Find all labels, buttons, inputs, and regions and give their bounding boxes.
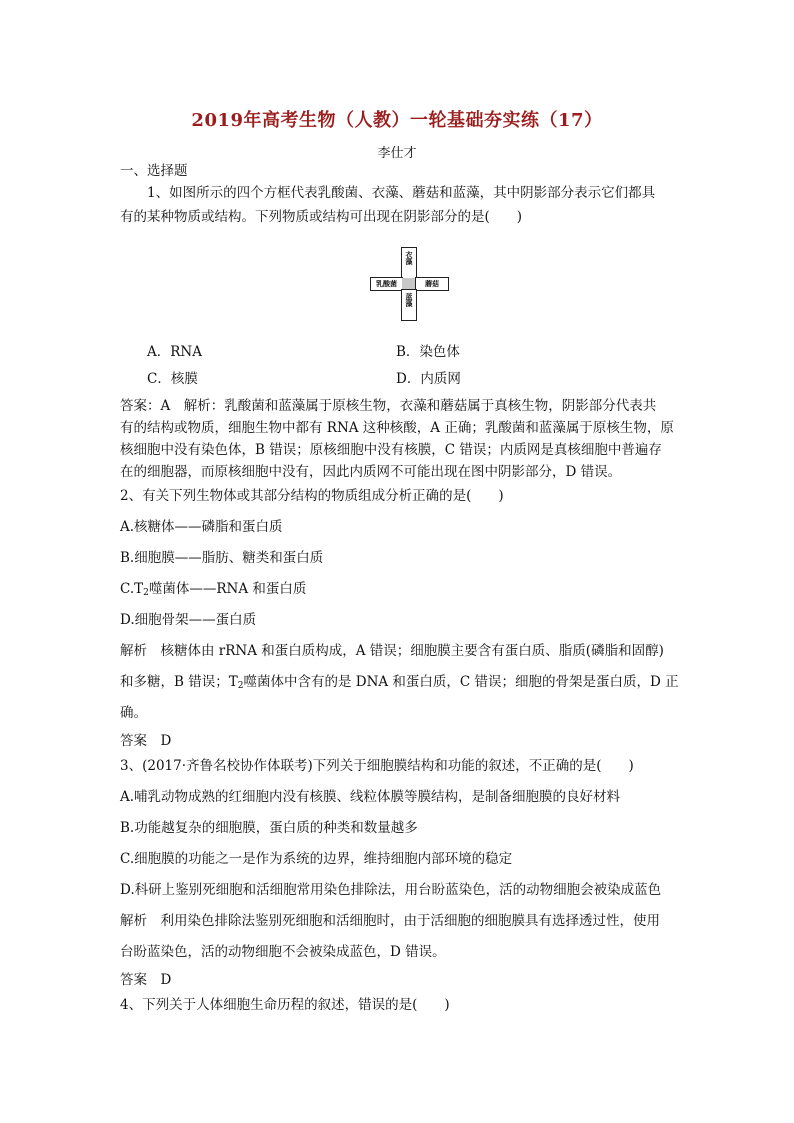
q2-option-a: A.核糖体——磷脂和蛋白质: [120, 519, 283, 535]
q4-stem: 4、下列关于人体细胞生命历程的叙述，错误的是( ): [120, 997, 450, 1013]
q1-stem-line1: 1、如图所示的四个方框代表乳酸菌、衣藻、蘑菇和蓝藻，其中阴影部分表示它们都具: [147, 185, 656, 201]
q2-option-b: B.细胞膜——脂肪、糖类和蛋白质: [120, 550, 324, 566]
diagram-box-top: [401, 247, 417, 279]
q1-answer-line4: 在的细胞器，而原核细胞中没有，因此内质网不可能出现在图中阴影部分，D 错误。: [120, 464, 622, 480]
q1-option-d: D．内质网: [396, 371, 461, 387]
q1-answer-line3: 核细胞中没有染色体，B 错误；原核细胞中没有核膜，C 错误；内质网是真核细胞中普遍存: [120, 442, 662, 458]
q2-analysis-line2-prefix: 和多糖，B 错误；T: [120, 674, 238, 690]
q3-analysis-line2: 台盼蓝染色，活的动物细胞不会被染成蓝色，D 错误。: [120, 944, 446, 960]
q2-analysis-line3: 确。: [120, 705, 147, 721]
q2-option-c-prefix: C.T: [120, 581, 144, 597]
q2-analysis-line1: 解析 核糖体由 rRNA 和蛋白质构成，A 错误；细胞膜主要含有蛋白质、脂质(磷脂和固醇): [120, 643, 664, 659]
q1-answer-line2: 有的结构或物质，细胞生物中都有 RNA 这种核酸，A 正确；乳酸菌和蓝藻属于原核生物，原: [120, 420, 674, 436]
q1-cross-diagram: [370, 247, 448, 321]
q1-option-a: A．RNA: [147, 344, 202, 360]
q3-stem: 3、(2017·齐鲁名校协作体联考)下列关于细胞膜结构和功能的叙述，不正确的是( ): [120, 758, 634, 774]
q2-answer: 答案 D: [120, 733, 172, 749]
q3-option-b: B.功能越复杂的细胞膜，蛋白质的种类和数量越多: [120, 820, 418, 836]
author: 李仕才: [377, 146, 417, 161]
q2-analysis-subscript: 2: [237, 681, 244, 691]
diagram-box-right: [415, 277, 449, 291]
q2-analysis-line2-text: 噬菌体中含有的是 DNA 和蛋白质，C 错误；细胞的骨架是蛋白质，D 正: [243, 674, 679, 690]
diagram-box-left: [370, 277, 403, 291]
q3-option-c: C.细胞膜的功能之一是作为系统的边界，维持细胞内部环境的稳定: [120, 851, 513, 867]
q3-option-d: D.科研上鉴别死细胞和活细胞常用染色排除法，用台盼蓝染色，活的动物细胞会被染成蓝色: [120, 882, 662, 898]
q3-option-a: A.哺乳动物成熟的红细胞内没有核膜、线粒体膜等膜结构，是制备细胞膜的良好材料: [120, 789, 621, 805]
q2-option-d: D.细胞骨架——蛋白质: [120, 612, 257, 628]
diagram-box-bottom: [401, 289, 417, 321]
diagram-label-top: 衣藻: [405, 251, 413, 265]
q1-answer-line1: 答案：A 解析：乳酸菌和蓝藻属于原核生物，衣藻和蘑菇属于真核生物，阴影部分代表共: [120, 398, 657, 414]
q3-analysis-line1: 解析 利用染色排除法鉴别死细胞和活细胞时，由于活细胞的细胞膜具有选择透过性，使用: [120, 913, 660, 929]
diagram-label-right: 蘑菇: [425, 280, 439, 288]
q2-option-c-text: 噬菌体——RNA 和蛋白质: [148, 581, 307, 597]
diagram-label-left: 乳酸菌: [376, 280, 397, 288]
q1-option-b: B．染色体: [396, 344, 460, 360]
q3-answer: 答案 D: [120, 972, 172, 988]
section-heading: 一、选择题: [120, 163, 188, 179]
q1-stem-line2: 有的某种物质或结构。下列物质或结构可出现在阴影部分的是( ): [120, 209, 523, 225]
q2-option-c-subscript: 2: [143, 588, 149, 598]
q2-stem: 2、有关下列生物体或其部分结构的物质组成分析正确的是( ): [120, 488, 504, 504]
q2-option-c: [120, 580, 306, 602]
page-title: 2019年高考生物（人教）一轮基础夯实练（17）: [191, 110, 603, 131]
q2-analysis-line2: [120, 673, 679, 695]
q1-option-c: C．核膜: [147, 371, 198, 387]
diagram-label-bottom: 蓝藻: [405, 293, 413, 307]
